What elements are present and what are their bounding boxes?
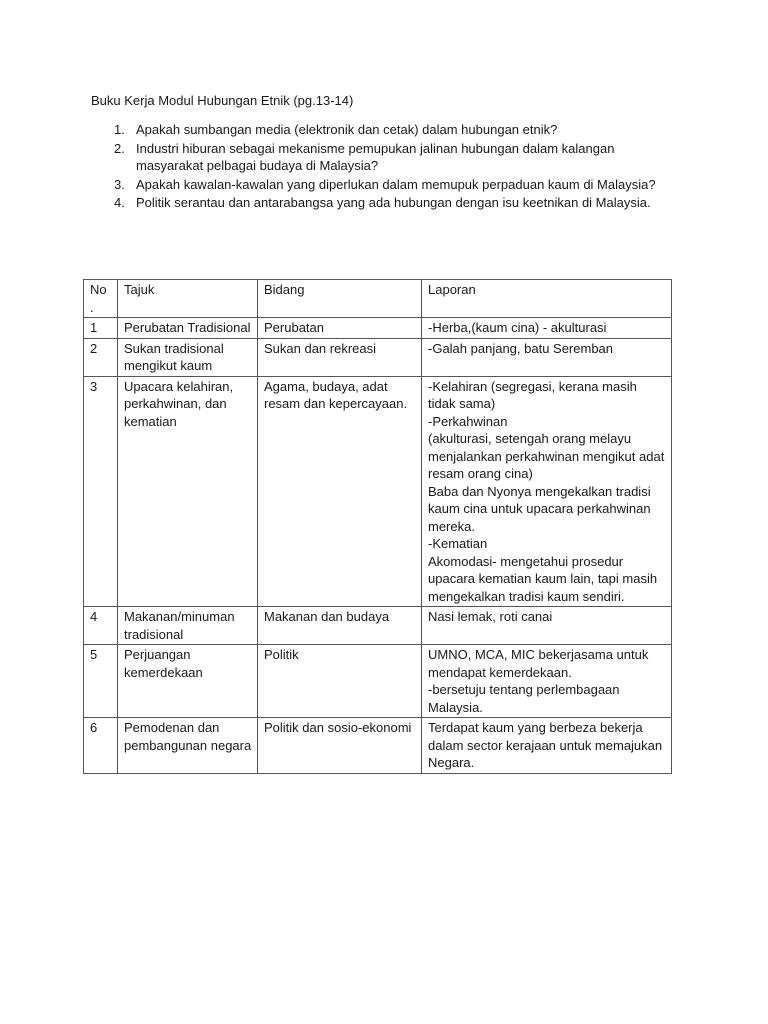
table-row: [84, 645, 672, 718]
cell-no: 5: [84, 645, 118, 718]
cell-bidang: Perubatan: [258, 318, 422, 339]
cell-tajuk: Sukan tradisional mengikut kaum: [118, 338, 258, 376]
cell-laporan: [422, 718, 672, 774]
cell-laporan: [422, 645, 672, 718]
question-number: 2.: [114, 140, 125, 156]
laporan-line: Akomodasi- mengetahui prosedur upacara kematian kaum lain, tapi masih mengekalkan tradisi kaum sendiri.: [428, 553, 658, 604]
header-no: No .: [84, 280, 118, 318]
cell-no: 4: [84, 607, 118, 645]
cell-bidang: Politik dan sosio-ekonomi: [258, 718, 422, 774]
document-title: Buku Kerja Modul Hubungan Etnik (pg.13-14): [91, 93, 354, 108]
header-laporan: Laporan: [422, 280, 672, 318]
question-text: Industri hiburan sebagai mekanisme pemupukan jalinan hubungan dalam kalangan masyarakat pelbagai budaya di Malaysia?: [136, 140, 615, 173]
question-number: 4.: [114, 195, 125, 210]
cell-no: 6: [84, 718, 118, 774]
header-tajuk: Tajuk: [118, 280, 258, 318]
laporan-line: UMNO, MCA, MIC bekerjasama untuk mendapat kemerdekaan.: [428, 647, 649, 680]
question-item: [0, 194, 660, 212]
table-row: [84, 607, 672, 645]
question-number: 1.: [114, 122, 125, 137]
cell-no: 3: [84, 376, 118, 607]
cell-laporan: [422, 338, 672, 376]
question-list: [0, 121, 660, 213]
table-row: [84, 376, 672, 607]
laporan-line: -Galah panjang, batu Seremban: [428, 340, 614, 356]
table-row: [84, 718, 672, 774]
cell-tajuk: Perubatan Tradisional: [118, 318, 258, 339]
cell-bidang: Politik: [258, 645, 422, 718]
question-item: [0, 176, 660, 194]
table-row: [84, 318, 672, 339]
cell-laporan: [422, 376, 672, 607]
cell-no: 1: [84, 318, 118, 339]
laporan-line: Nasi lemak, roti canai: [428, 609, 553, 624]
table-row: [84, 338, 672, 376]
cell-tajuk: Upacara kelahiran, perkahwinan, dan kematian: [118, 376, 258, 607]
laporan-line: -Perkahwinan: [428, 413, 508, 429]
cell-bidang: Makanan dan budaya: [258, 607, 422, 645]
laporan-line: -Kelahiran (segregasi, kerana masih tidak sama): [428, 378, 637, 411]
header-bidang: Bidang: [258, 280, 422, 318]
cell-bidang: Sukan dan rekreasi: [258, 338, 422, 376]
cell-bidang: Agama, budaya, adat resam dan kepercayaan.: [258, 376, 422, 607]
laporan-line: -Kematian: [428, 536, 488, 551]
question-item: [0, 140, 660, 175]
table-header-row: [84, 280, 672, 318]
cell-tajuk: Pemodenan dan pembangunan negara: [118, 718, 258, 774]
laporan-line: Baba dan Nyonya mengekalkan tradisi kaum cina untuk upacara perkahwinan mereka.: [428, 483, 651, 534]
question-item: [0, 121, 660, 139]
cell-tajuk: Makanan/minuman tradisional: [118, 607, 258, 645]
question-text: Apakah kawalan-kawalan yang diperlukan dalam memupuk perpaduan kaum di Malaysia?: [136, 176, 656, 192]
question-number: 3.: [114, 176, 125, 192]
laporan-line: Terdapat kaum yang berbeza bekerja dalam sector kerajaan untuk memajukan Negara.: [428, 720, 663, 770]
question-text: Politik serantau dan antarabangsa yang ada hubungan dengan isu keetnikan di Malaysia.: [136, 195, 651, 210]
laporan-line: -Herba,(kaum cina) - akulturasi: [428, 320, 607, 335]
cell-tajuk: Perjuangan kemerdekaan: [118, 645, 258, 718]
question-text: Apakah sumbangan media (elektronik dan cetak) dalam hubungan etnik?: [136, 122, 558, 137]
laporan-line: -bersetuju tentang perlembagaan Malaysia.: [428, 682, 620, 715]
laporan-line: (akulturasi, setengah orang melayu menjalankan perkahwinan mengikut adat resam orang cina): [428, 431, 665, 481]
cell-laporan: [422, 607, 672, 645]
cell-laporan: [422, 318, 672, 339]
report-table: [83, 279, 672, 774]
cell-no: 2: [84, 338, 118, 376]
